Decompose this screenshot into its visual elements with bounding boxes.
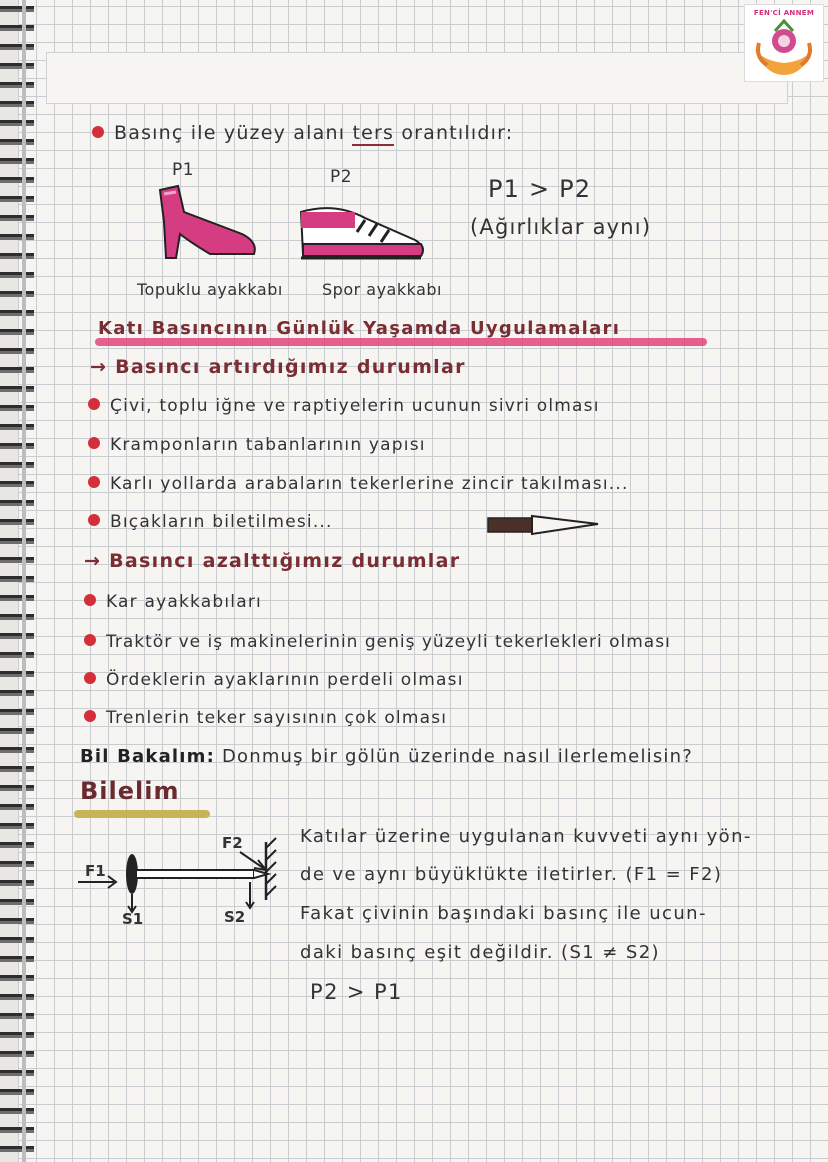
weights-note: (Ağırlıklar aynı) [470,215,652,239]
explanation-line: Katılar üzerine uygulanan kuvveti aynı yön- [300,826,752,847]
bilelim-title: Bilelim [80,777,180,805]
intro-underlined-word: ters [352,122,395,144]
bullet-icon [92,126,104,138]
bullet-icon [88,398,100,410]
bullet-icon [88,514,100,526]
label-p1: P1 [172,160,195,180]
decrease-heading: → Basıncı azalttığımız durumlar [84,550,461,572]
knife-icon [486,510,606,540]
pressure-relation: P1 > P2 [488,175,592,203]
label-f1: F1 [85,862,106,880]
sneaker-icon [295,200,430,264]
label-s1: S1 [122,910,144,928]
label-s2: S2 [224,908,246,926]
main-heading: Katı Basıncının Günlük Yaşamda Uygulamaları [98,318,621,339]
bullet-icon [88,476,100,488]
increase-item [88,512,333,532]
intro-sentence-start: Basınç ile yüzey alanı [114,122,353,144]
increase-item-text: Karlı yollarda arabaların tekerlerine zincir takılması... [110,474,629,494]
main-heading-underline [95,338,707,346]
decrease-item-text: Ördeklerin ayaklarının perdeli olması [106,670,464,690]
label-f2: F2 [222,834,243,852]
explanation-line: daki basınç eşit değildir. (S1 ≠ S2) [300,942,660,963]
decrease-item [84,708,447,728]
explanation-line: de ve aynı büyüklükte iletirler. (F1 = F2) [300,864,723,885]
explanation-line: Fakat çivinin başındaki basınç ile ucun- [300,903,707,924]
increase-heading: → Basıncı artırdığımız durumlar [90,356,466,378]
bullet-icon [84,594,96,606]
bilelim-underline [74,810,210,818]
label-p2: P2 [330,167,353,187]
decrease-item-text: Trenlerin teker sayısının çok olması [106,708,448,728]
bullet-icon [88,437,100,449]
intro-sentence-end: orantılıdır: [394,122,514,144]
bullet-icon [84,634,96,646]
decrease-item-text: Kar ayakkabıları [106,592,262,612]
caption-heel: Topuklu ayakkabı [137,280,283,299]
quiz-label: Bil Bakalım: [80,746,216,767]
quiz-question: Donmuş bir gölün üzerinde nasıl ilerlemelisin? [221,746,693,767]
increase-item [88,396,600,416]
increase-item-text: Bıçakların biletilmesi... [110,512,333,532]
logo-text: FEN'Cİ ANNEM [753,9,815,17]
high-heel-shoe-icon [150,182,264,262]
bullet-icon [84,710,96,722]
increase-item-text: Kramponların tabanlarının yapısı [110,435,426,455]
caption-sneaker: Spor ayakkabı [322,280,442,299]
nail-diagram [70,830,280,930]
decrease-item-text: Traktör ve iş makinelerinin geniş yüzeyli tekerlekleri olması [106,632,671,652]
decrease-item [84,670,464,690]
quiz-line [80,746,693,767]
increase-item-text: Çivi, toplu iğne ve raptiyelerin ucunun sivri olması [110,396,600,416]
bullet-icon [84,672,96,684]
increase-item [88,435,426,455]
pressure-result: P2 > P1 [310,980,403,1004]
decrease-item [84,592,262,612]
intro-line [92,122,513,144]
decrease-item [84,632,671,652]
increase-item [88,474,629,494]
